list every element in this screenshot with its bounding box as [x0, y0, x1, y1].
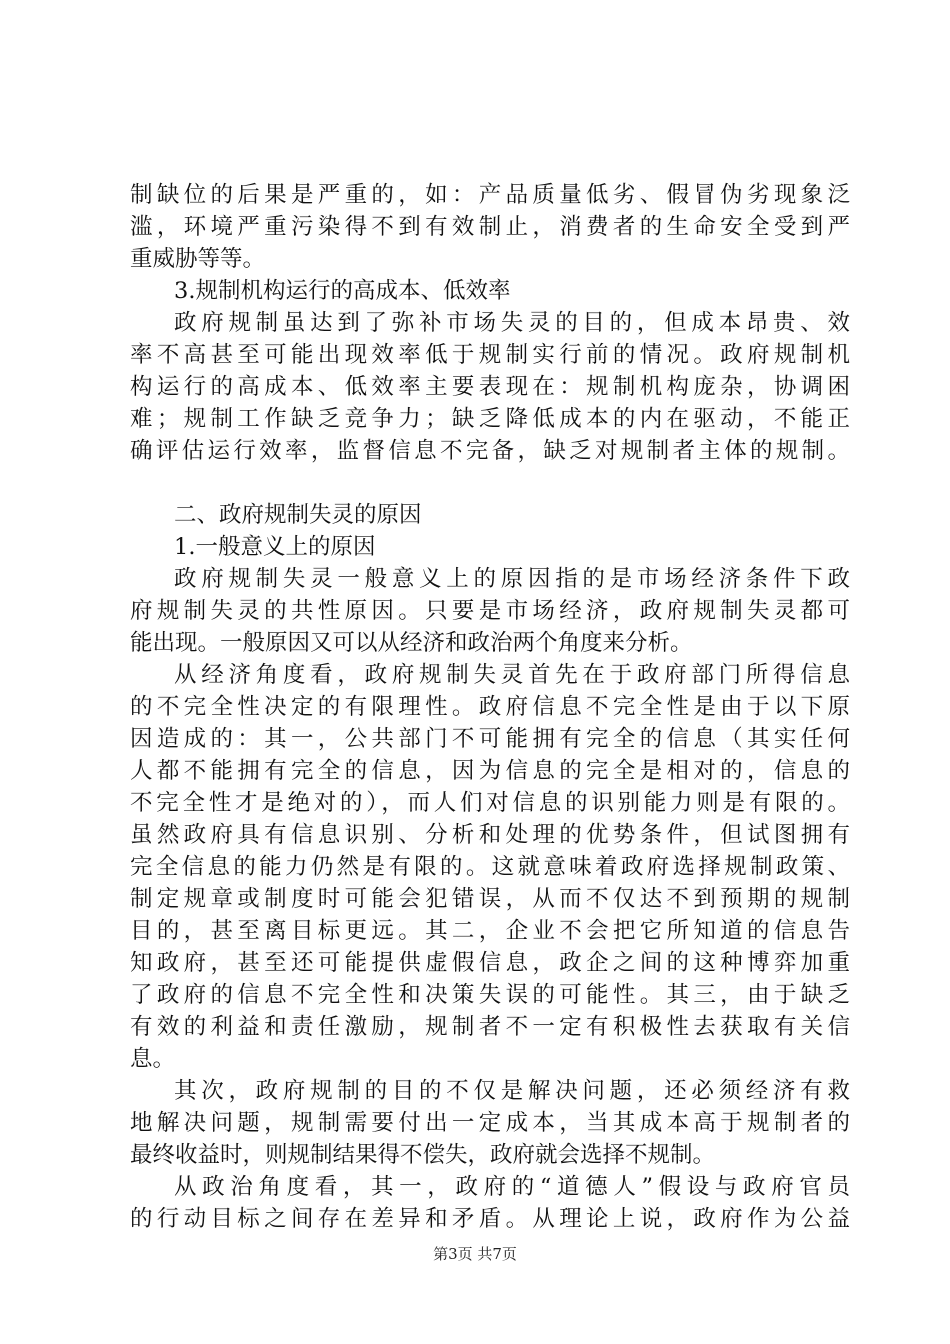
- text-line: 知政府，甚至还可能提供虚假信息，政企之间的这种博弈加重: [130, 950, 850, 976]
- subsection-heading: 1.一般意义上的原因: [174, 534, 376, 560]
- text-line: 难；规制工作缺乏竞争力；缺乏降低成本的内在驱动，不能正: [130, 406, 850, 432]
- text-line: 滥，环境严重污染得不到有效制止，消费者的生命安全受到严: [130, 214, 850, 240]
- text-line: 最终收益时，则规制结果得不偿失，政府就会选择不规制。: [130, 1142, 716, 1168]
- text-line: 府规制失灵的共性原因。只要是市场经济，政府规制失灵都可: [130, 598, 850, 624]
- text-line: 目的，甚至离目标更远。其二，企业不会把它所知道的信息告: [130, 918, 850, 944]
- text-line: 的行动目标之间存在差异和矛盾。从理论上说，政府作为公益: [130, 1206, 850, 1232]
- text-line: 了政府的信息不完全性和决策失误的可能性。其三，由于缺乏: [130, 982, 850, 1008]
- text-line: 政府规制虽达到了弥补市场失灵的目的，但成本昂贵、效: [174, 310, 850, 336]
- text-line: 地解决问题，规制需要付出一定成本，当其成本高于规制者的: [130, 1110, 850, 1136]
- text-line: 的不完全性决定的有限理性。政府信息不完全性是由于以下原: [130, 694, 850, 720]
- text-line: 重威胁等等。: [130, 246, 266, 272]
- text-line: 确评估运行效率，监督信息不完备，缺乏对规制者主体的规制。: [130, 438, 850, 464]
- text-line: 政府规制失灵一般意义上的原因指的是市场经济条件下政: [174, 566, 850, 592]
- text-line: 从政治角度看，其一，政府的“道德人”假设与政府官员: [174, 1174, 850, 1200]
- text-line: 因造成的：其一，公共部门不可能拥有完全的信息（其实任何: [130, 726, 850, 752]
- text-line: 率不高甚至可能出现效率低于规制实行前的情况。政府规制机: [130, 342, 850, 368]
- text-line: 不完全性才是绝对的），而人们对信息的识别能力则是有限的。: [130, 790, 850, 816]
- text-line: 构运行的高成本、低效率主要表现在：规制机构庞杂，协调困: [130, 374, 850, 400]
- text-line: 制缺位的后果是严重的，如：产品质量低劣、假冒伪劣现象泛: [130, 182, 850, 208]
- text-line: 完全信息的能力仍然是有限的。这就意味着政府选择规制政策、: [130, 854, 850, 880]
- section-heading: 3.规制机构运行的高成本、低效率: [174, 278, 511, 304]
- text-line: 能出现。一般原因又可以从经济和政治两个角度来分析。: [130, 630, 693, 656]
- text-line: 制定规章或制度时可能会犯错误，从而不仅达不到预期的规制: [130, 886, 850, 912]
- text-line: 虽然政府具有信息识别、分析和处理的优势条件，但试图拥有: [130, 822, 850, 848]
- text-line: 从经济角度看，政府规制失灵首先在于政府部门所得信息: [174, 662, 850, 688]
- text-line: 其次，政府规制的目的不仅是解决问题，还必须经济有救: [174, 1078, 850, 1104]
- text-line: 有效的利益和责任激励，规制者不一定有积极性去获取有关信: [130, 1014, 850, 1040]
- section-heading: 二、政府规制失灵的原因: [174, 502, 422, 528]
- text-line: 息。: [130, 1046, 176, 1072]
- text-line: 人都不能拥有完全的信息，因为信息的完全是相对的，信息的: [130, 758, 850, 784]
- page-number-footer: 第3页 共7页: [433, 1245, 517, 1263]
